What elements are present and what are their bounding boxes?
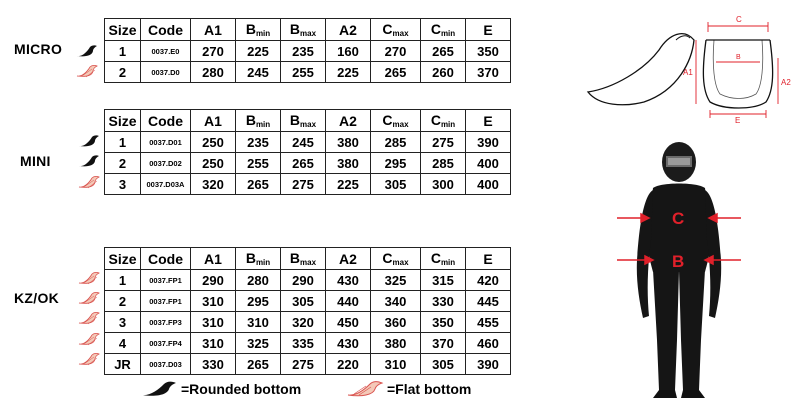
- value-cell: 265: [281, 153, 326, 174]
- value-cell: 380: [371, 333, 421, 354]
- value-cell: 430: [326, 333, 371, 354]
- code-cell: 0037.FP1: [141, 270, 191, 291]
- code-cell: 0037.FP4: [141, 333, 191, 354]
- table-row: [105, 312, 511, 333]
- column-header: A2: [326, 110, 371, 132]
- legend-rounded-label: =Rounded bottom: [181, 381, 302, 397]
- size-cell: 1: [105, 132, 141, 153]
- size-cell: 1: [105, 41, 141, 62]
- value-cell: 225: [326, 174, 371, 195]
- value-cell: 275: [281, 174, 326, 195]
- table-row: [105, 153, 511, 174]
- value-cell: 300: [421, 174, 466, 195]
- value-cell: 270: [371, 41, 421, 62]
- group-label-kzok: KZ/OK: [14, 290, 60, 306]
- value-cell: 440: [326, 291, 371, 312]
- value-cell: 305: [281, 291, 326, 312]
- value-cell: 305: [371, 174, 421, 195]
- column-header: Code: [141, 110, 191, 132]
- code-cell: 0037.D02: [141, 153, 191, 174]
- value-cell: 290: [191, 270, 236, 291]
- diagram-label-b: B: [736, 54, 741, 61]
- value-cell: 285: [371, 132, 421, 153]
- value-cell: 310: [371, 354, 421, 375]
- size-table-mini: [104, 109, 511, 195]
- value-cell: 225: [326, 62, 371, 83]
- value-cell: 330: [191, 354, 236, 375]
- value-cell: 275: [421, 132, 466, 153]
- value-cell: 295: [371, 153, 421, 174]
- figure-label-b: B: [672, 252, 685, 271]
- value-cell: 320: [191, 174, 236, 195]
- column-header: $C_{max}$: [371, 110, 421, 132]
- column-header: $B_{min}$: [236, 248, 281, 270]
- value-cell: 285: [421, 153, 466, 174]
- table-row: [105, 291, 511, 312]
- value-cell: 160: [326, 41, 371, 62]
- table-row: [105, 62, 511, 83]
- value-cell: 350: [466, 41, 511, 62]
- legend-flat-label: =Flat bottom: [387, 381, 472, 397]
- value-cell: 310: [191, 333, 236, 354]
- value-cell: 420: [466, 270, 511, 291]
- column-header: A2: [326, 19, 371, 41]
- size-cell: 2: [105, 291, 141, 312]
- column-header: $B_{max}$: [281, 110, 326, 132]
- column-header: Size: [105, 19, 141, 41]
- group-label-mini: MINI: [20, 153, 51, 169]
- column-header: $C_{max}$: [371, 19, 421, 41]
- flat-seat-icon: [346, 380, 384, 398]
- value-cell: 460: [466, 333, 511, 354]
- rounded-seat-icon: [140, 380, 178, 398]
- value-cell: 250: [191, 153, 236, 174]
- rounded-seat-icon: [76, 44, 98, 58]
- column-header: A1: [191, 19, 236, 41]
- value-cell: 290: [281, 270, 326, 291]
- code-cell: 0037.D0: [141, 62, 191, 83]
- value-cell: 310: [236, 312, 281, 333]
- column-header: $C_{min}$: [421, 19, 466, 41]
- size-table-micro: [104, 18, 511, 83]
- value-cell: 360: [371, 312, 421, 333]
- value-cell: 310: [191, 312, 236, 333]
- value-cell: 400: [466, 153, 511, 174]
- value-cell: 335: [281, 333, 326, 354]
- table-row: [105, 333, 511, 354]
- value-cell: 330: [421, 291, 466, 312]
- size-table-kzok: [104, 247, 511, 375]
- value-cell: 275: [281, 354, 326, 375]
- value-cell: 370: [466, 62, 511, 83]
- value-cell: 325: [371, 270, 421, 291]
- value-cell: 270: [191, 41, 236, 62]
- value-cell: 340: [371, 291, 421, 312]
- column-header: E: [466, 19, 511, 41]
- diagram-label-c: C: [736, 15, 742, 24]
- size-cell: 4: [105, 333, 141, 354]
- value-cell: 265: [236, 354, 281, 375]
- size-cell: 3: [105, 174, 141, 195]
- column-header: Size: [105, 248, 141, 270]
- size-cell: 1: [105, 270, 141, 291]
- column-header: $C_{min}$: [421, 110, 466, 132]
- value-cell: 265: [236, 174, 281, 195]
- value-cell: 370: [421, 333, 466, 354]
- value-cell: 445: [466, 291, 511, 312]
- size-cell: 2: [105, 153, 141, 174]
- column-header: A2: [326, 248, 371, 270]
- code-cell: 0037.FP1: [141, 291, 191, 312]
- seat-side-profile: [588, 34, 694, 105]
- column-header: Code: [141, 19, 191, 41]
- value-cell: 400: [466, 174, 511, 195]
- value-cell: 350: [421, 312, 466, 333]
- flat-seat-icon: [78, 352, 100, 366]
- table-row: [105, 41, 511, 62]
- column-header: E: [466, 248, 511, 270]
- value-cell: 260: [421, 62, 466, 83]
- column-header: Code: [141, 248, 191, 270]
- value-cell: 250: [191, 132, 236, 153]
- value-cell: 380: [326, 153, 371, 174]
- rounded-seat-icon: [78, 134, 100, 148]
- figure-label-c: C: [672, 209, 685, 228]
- value-cell: 220: [326, 354, 371, 375]
- value-cell: 325: [236, 333, 281, 354]
- table-header-row: [105, 19, 511, 41]
- table-header-row: [105, 248, 511, 270]
- value-cell: 255: [281, 62, 326, 83]
- group-label-micro: MICRO: [14, 41, 63, 57]
- driver-body-figure: [615, 140, 745, 402]
- code-cell: 0037.FP3: [141, 312, 191, 333]
- value-cell: 295: [236, 291, 281, 312]
- value-cell: 245: [281, 132, 326, 153]
- diagram-label-e: E: [735, 116, 741, 125]
- value-cell: 305: [421, 354, 466, 375]
- column-header: Size: [105, 110, 141, 132]
- flat-seat-icon: [78, 271, 100, 285]
- value-cell: 310: [191, 291, 236, 312]
- value-cell: 280: [191, 62, 236, 83]
- size-cell: 2: [105, 62, 141, 83]
- legend-rounded: [140, 380, 301, 398]
- table-header-row: [105, 110, 511, 132]
- table-row: [105, 354, 511, 375]
- column-header: $B_{min}$: [236, 19, 281, 41]
- column-header: $C_{min}$: [421, 248, 466, 270]
- value-cell: 320: [281, 312, 326, 333]
- flat-seat-icon: [78, 311, 100, 325]
- value-cell: 390: [466, 132, 511, 153]
- value-cell: 245: [236, 62, 281, 83]
- code-cell: 0037.D03: [141, 354, 191, 375]
- column-header: $C_{max}$: [371, 248, 421, 270]
- value-cell: 265: [421, 41, 466, 62]
- flat-seat-icon: [78, 175, 100, 189]
- diagram-label-a1: A1: [683, 68, 693, 77]
- value-cell: 315: [421, 270, 466, 291]
- value-cell: 265: [371, 62, 421, 83]
- size-cell: JR: [105, 354, 141, 375]
- table-row: [105, 270, 511, 291]
- value-cell: 255: [236, 153, 281, 174]
- flat-seat-icon: [78, 291, 100, 305]
- column-header: A1: [191, 110, 236, 132]
- code-cell: 0037.D03A: [141, 174, 191, 195]
- value-cell: 235: [281, 41, 326, 62]
- value-cell: 380: [326, 132, 371, 153]
- seat-dimension-diagram: [584, 10, 794, 125]
- table-row: [105, 174, 511, 195]
- column-header: $B_{max}$: [281, 19, 326, 41]
- flat-seat-icon: [76, 64, 98, 78]
- legend-flat: [346, 380, 471, 398]
- value-cell: 225: [236, 41, 281, 62]
- value-cell: 430: [326, 270, 371, 291]
- column-header: $B_{min}$: [236, 110, 281, 132]
- rounded-seat-icon: [78, 154, 100, 168]
- value-cell: 455: [466, 312, 511, 333]
- diagram-label-a2: A2: [781, 78, 791, 87]
- column-header: E: [466, 110, 511, 132]
- table-row: [105, 132, 511, 153]
- flat-seat-icon: [78, 332, 100, 346]
- value-cell: 450: [326, 312, 371, 333]
- code-cell: 0037.D01: [141, 132, 191, 153]
- value-cell: 235: [236, 132, 281, 153]
- code-cell: 0037.E0: [141, 41, 191, 62]
- value-cell: 390: [466, 354, 511, 375]
- column-header: A1: [191, 248, 236, 270]
- size-cell: 3: [105, 312, 141, 333]
- value-cell: 280: [236, 270, 281, 291]
- column-header: $B_{max}$: [281, 248, 326, 270]
